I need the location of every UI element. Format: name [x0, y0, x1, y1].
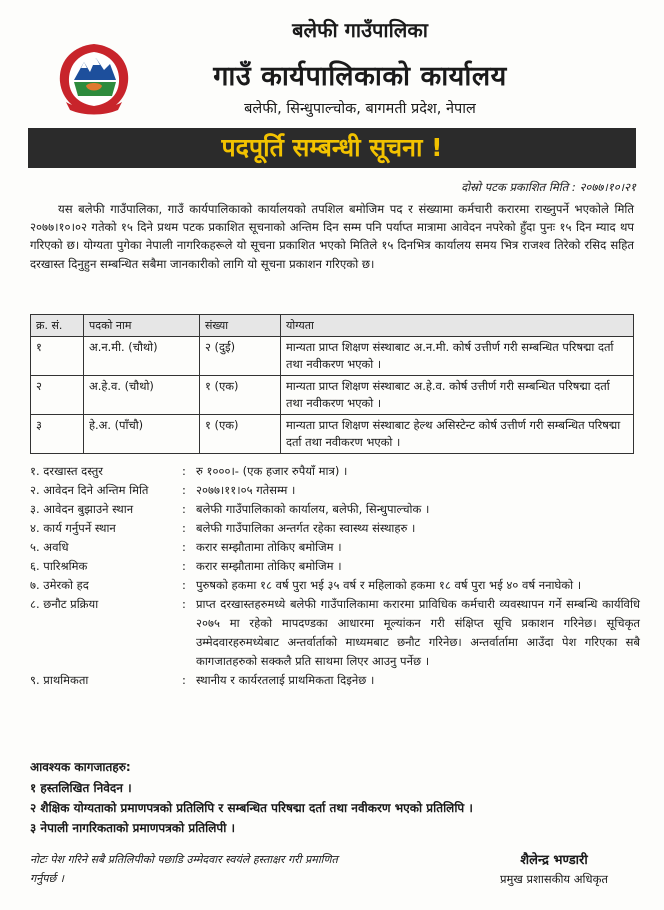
list-item: ३. आवेदन बुझाउने स्थान : बलेफी गाउँपालिकाको कार्यालय, बलेफी, सिन्धुपाल्चोक ।: [30, 500, 640, 519]
signatory-name: शैलेन्द्र भण्डारी: [520, 853, 588, 868]
list-item: २. आवेदन दिने अन्तिम मिति : २०७७।११।०५ गतेसम्म ।: [30, 481, 640, 500]
table-header-row: [31, 315, 634, 337]
detail-value: करार सम्झौतामा तोकिए बमोजिम ।: [196, 540, 342, 554]
list-item: ४. कार्य गर्नुपर्ने स्थान : बलेफी गाउँपालिका अन्तर्गत रहेका स्वास्थ्य संस्थाहरु ।: [30, 519, 640, 538]
detail-label: ८. छनौट प्रक्रिया: [30, 597, 99, 611]
detail-value: २०७७।११।०५ गतेसम्म ।: [196, 483, 296, 497]
cell-serial: ३: [31, 415, 84, 454]
detail-label: २. आवेदन दिने अन्तिम मिति: [30, 483, 149, 497]
office-address: बलेफी, सिन्धुपाल्चोक, बागमती प्रदेश, नेपाल: [244, 101, 476, 117]
cell-qualification: मान्यता प्राप्त शिक्षण संस्थाबाट अ.न.मी. कोर्ष उत्तीर्ण गरी सम्बन्धित परिषद्मा दर्ता तथा नवीकरण भएको ।: [281, 337, 634, 376]
note-text: नोटः पेश गरिने सबै प्रतिलिपीको पछाडि उम्मेदवार स्वयंले हस्ताक्षर गरी प्रमाणित गर्नुपर्छ ।: [30, 853, 338, 885]
nepal-emblem-icon: [52, 40, 136, 118]
detail-value: रु १०००।- (एक हजार रुपैयाँ मात्र) ।: [196, 464, 348, 478]
list-item: ९. प्राथमिकता : स्थानीय र कार्यरतलाई प्राथमिकता दिइनेछ ।: [30, 671, 640, 690]
intro-paragraph: यस बलेफी गाउँपालिका, गाउँ कार्यपालिकाको कार्यालयको तपशिल बमोजिम पद र संख्यामा कर्मचारी करारमा राख्नुपर्ने भएकोले मिति २०७७।१०।०२ गतेको १५ दिने प्रथम पटक प्रकाशित सूचनाको अन्तिम दिन सम्म पनि पर्याप्त मात्रामा आवेदन नपरेको हुँदा पुनः १५ दिन म्याद थप गरिएको छ। योग्यता पुगेका नेपाली नागरिकहरूले यो सूचना प्रकाशित भएको मितिले १५ दिनभित्र कार्यालय समय भित्र राजश्व तिरेको रसिद सहित दरखास्त दिनुहुन सम्बन्धित सबैमा जानकारीको लागि यो सूचना प्रकाशन गरिएको छ।: [30, 202, 634, 271]
detail-label: ७. उमेरको हद: [30, 578, 89, 592]
list-item: १. दरखास्त दस्तुर : रु १०००।- (एक हजार रुपैयाँ मात्र) ।: [30, 462, 640, 481]
header-serial: क्र. सं.: [31, 315, 84, 337]
list-item: ३ नेपाली नागरिकताको प्रमाणपत्रको प्रतिलिपी ।: [30, 821, 236, 835]
table-row: [31, 337, 634, 376]
header-qualification: योग्यता: [281, 315, 634, 337]
cell-count: २ (दुई): [200, 337, 281, 376]
detail-value: बलेफी गाउँपालिकाको कार्यालय, बलेफी, सिन्धुपाल्चोक ।: [196, 502, 430, 516]
list-item: २ शैक्षिक योग्यताको प्रमाणपत्रको प्रतिलिपि र सम्बन्धित परिषद्मा दर्ता तथा नवीकरण भएको प्रतिलिपि ।: [30, 801, 473, 815]
cell-qualification: मान्यता प्राप्त शिक्षण संस्थाबाट हेल्थ असिस्टेन्ट कोर्ष उत्तीर्ण गरी सम्बन्धित परिषद्मा दर्ता तथा नवीकरण भएको ।: [281, 415, 634, 454]
cell-post-name: हे.अ. (पाँचौ): [84, 415, 200, 454]
detail-label: ५. अवधि: [30, 540, 69, 554]
cell-post-name: अ.न.मी. (चौथो): [84, 337, 200, 376]
detail-label: १. दरखास्त दस्तुर: [30, 464, 104, 478]
office-name: गाउँ कार्यपालिकाको कार्यालय: [213, 61, 507, 92]
cell-count: १ (एक): [200, 376, 281, 415]
publish-date: दोस्रो पटक प्रकाशित मिति : २०७७।१०।२१: [461, 180, 636, 194]
cell-count: १ (एक): [200, 415, 281, 454]
list-item: ८. छनौट प्रक्रिया : प्राप्त दरखास्तहरुमध्ये बलेफी गाउँपालिकामा करारमा प्राविधिक कर्मचारी व्यवस्थापन गर्ने सम्बन्धि कार्यविधि २०७५ मा रहेको मापदण्डका आधारमा मूल्यांकन गरी संक्षिप्त सूचि प्रकाशन गरिनेछ। सूचिकृत उम्मेदवारहरुमध्येबाट अन्तर्वार्ताको माध्यमबाट छनौट गरिनेछ। अन्तर्वार्तामा आउँदा पेश गरिएका सबै कागजातहरुको सक्कलै प्रति साथमा लिएर आउनु पर्नेछ ।: [30, 595, 640, 671]
detail-value: करार सम्झौतामा तोकिए बमोजिम ।: [196, 559, 342, 573]
documents-list: [30, 778, 640, 838]
signatory-title: प्रमुख प्रशासकीय अधिकृत: [500, 872, 608, 886]
cell-post-name: अ.हे.व. (चौथो): [84, 376, 200, 415]
details-list: [30, 462, 640, 690]
list-item: १ हस्तलिखित निवेदन ।: [30, 781, 132, 795]
list-item: ५. अवधि : करार सम्झौतामा तोकिए बमोजिम ।: [30, 538, 640, 557]
detail-label: ९. प्राथमिकता: [30, 673, 89, 687]
table-row: [31, 415, 634, 454]
municipality-name: बलेफी गाउँपालिका: [292, 18, 428, 42]
cell-serial: २: [31, 376, 84, 415]
cell-serial: १: [31, 337, 84, 376]
header-count: संख्या: [200, 315, 281, 337]
posts-table: [30, 314, 634, 454]
header-post-name: पदको नाम: [84, 315, 200, 337]
list-item: ६. पारिश्रमिक : करार सम्झौतामा तोकिए बमोजिम ।: [30, 557, 640, 576]
detail-label: ४. कार्य गर्नुपर्ने स्थान: [30, 521, 116, 535]
detail-value: पुरुषको हकमा १८ वर्ष पुरा भई ३५ वर्ष र महिलाको हकमा १८ वर्ष पुरा भई ४० वर्ष ननाघेको ।: [196, 578, 582, 592]
detail-value: बलेफी गाउँपालिका अन्तर्गत रहेका स्वास्थ्य संस्थाहरु ।: [196, 521, 416, 535]
detail-value: प्राप्त दरखास्तहरुमध्ये बलेफी गाउँपालिकामा करारमा प्राविधिक कर्मचारी व्यवस्थापन गर्ने सम्बन्धि कार्यविधि २०७५ मा रहेको मापदण्डका आधारमा मूल्यांकन गरी संक्षिप्त सूचि प्रकाशन गरिनेछ। सूचिकृत उम्मेदवारहरुमध्येबाट अन्तर्वार्ताको माध्यमबाट छनौट गरिनेछ। अन्तर्वार्तामा आउँदा पेश गरिएका सबै कागजातहरुको सक्कलै प्रति साथमा लिएर आउनु पर्नेछ ।: [196, 597, 640, 668]
detail-label: ६. पारिश्रमिक: [30, 559, 88, 573]
table-row: [31, 376, 634, 415]
documents-heading: आवश्यक कागजातहरु:: [30, 760, 131, 774]
detail-value: स्थानीय र कार्यरतलाई प्राथमिकता दिइनेछ ।: [196, 673, 375, 687]
detail-label: ३. आवेदन बुझाउने स्थान: [30, 502, 134, 516]
list-item: ७. उमेरको हद : पुरुषको हकमा १८ वर्ष पुरा भई ३५ वर्ष र महिलाको हकमा १८ वर्ष पुरा भई ४० वर्ष ननाघेको ।: [30, 576, 640, 595]
cell-qualification: मान्यता प्राप्त शिक्षण संस्थाबाट अ.हे.व. कोर्ष उत्तीर्ण गरी सम्बन्धित परिषद्मा दर्ता तथा नवीकरण भएको ।: [281, 376, 634, 415]
notice-title-banner: पदपूर्ति सम्बन्धी सूचना !: [28, 128, 636, 168]
